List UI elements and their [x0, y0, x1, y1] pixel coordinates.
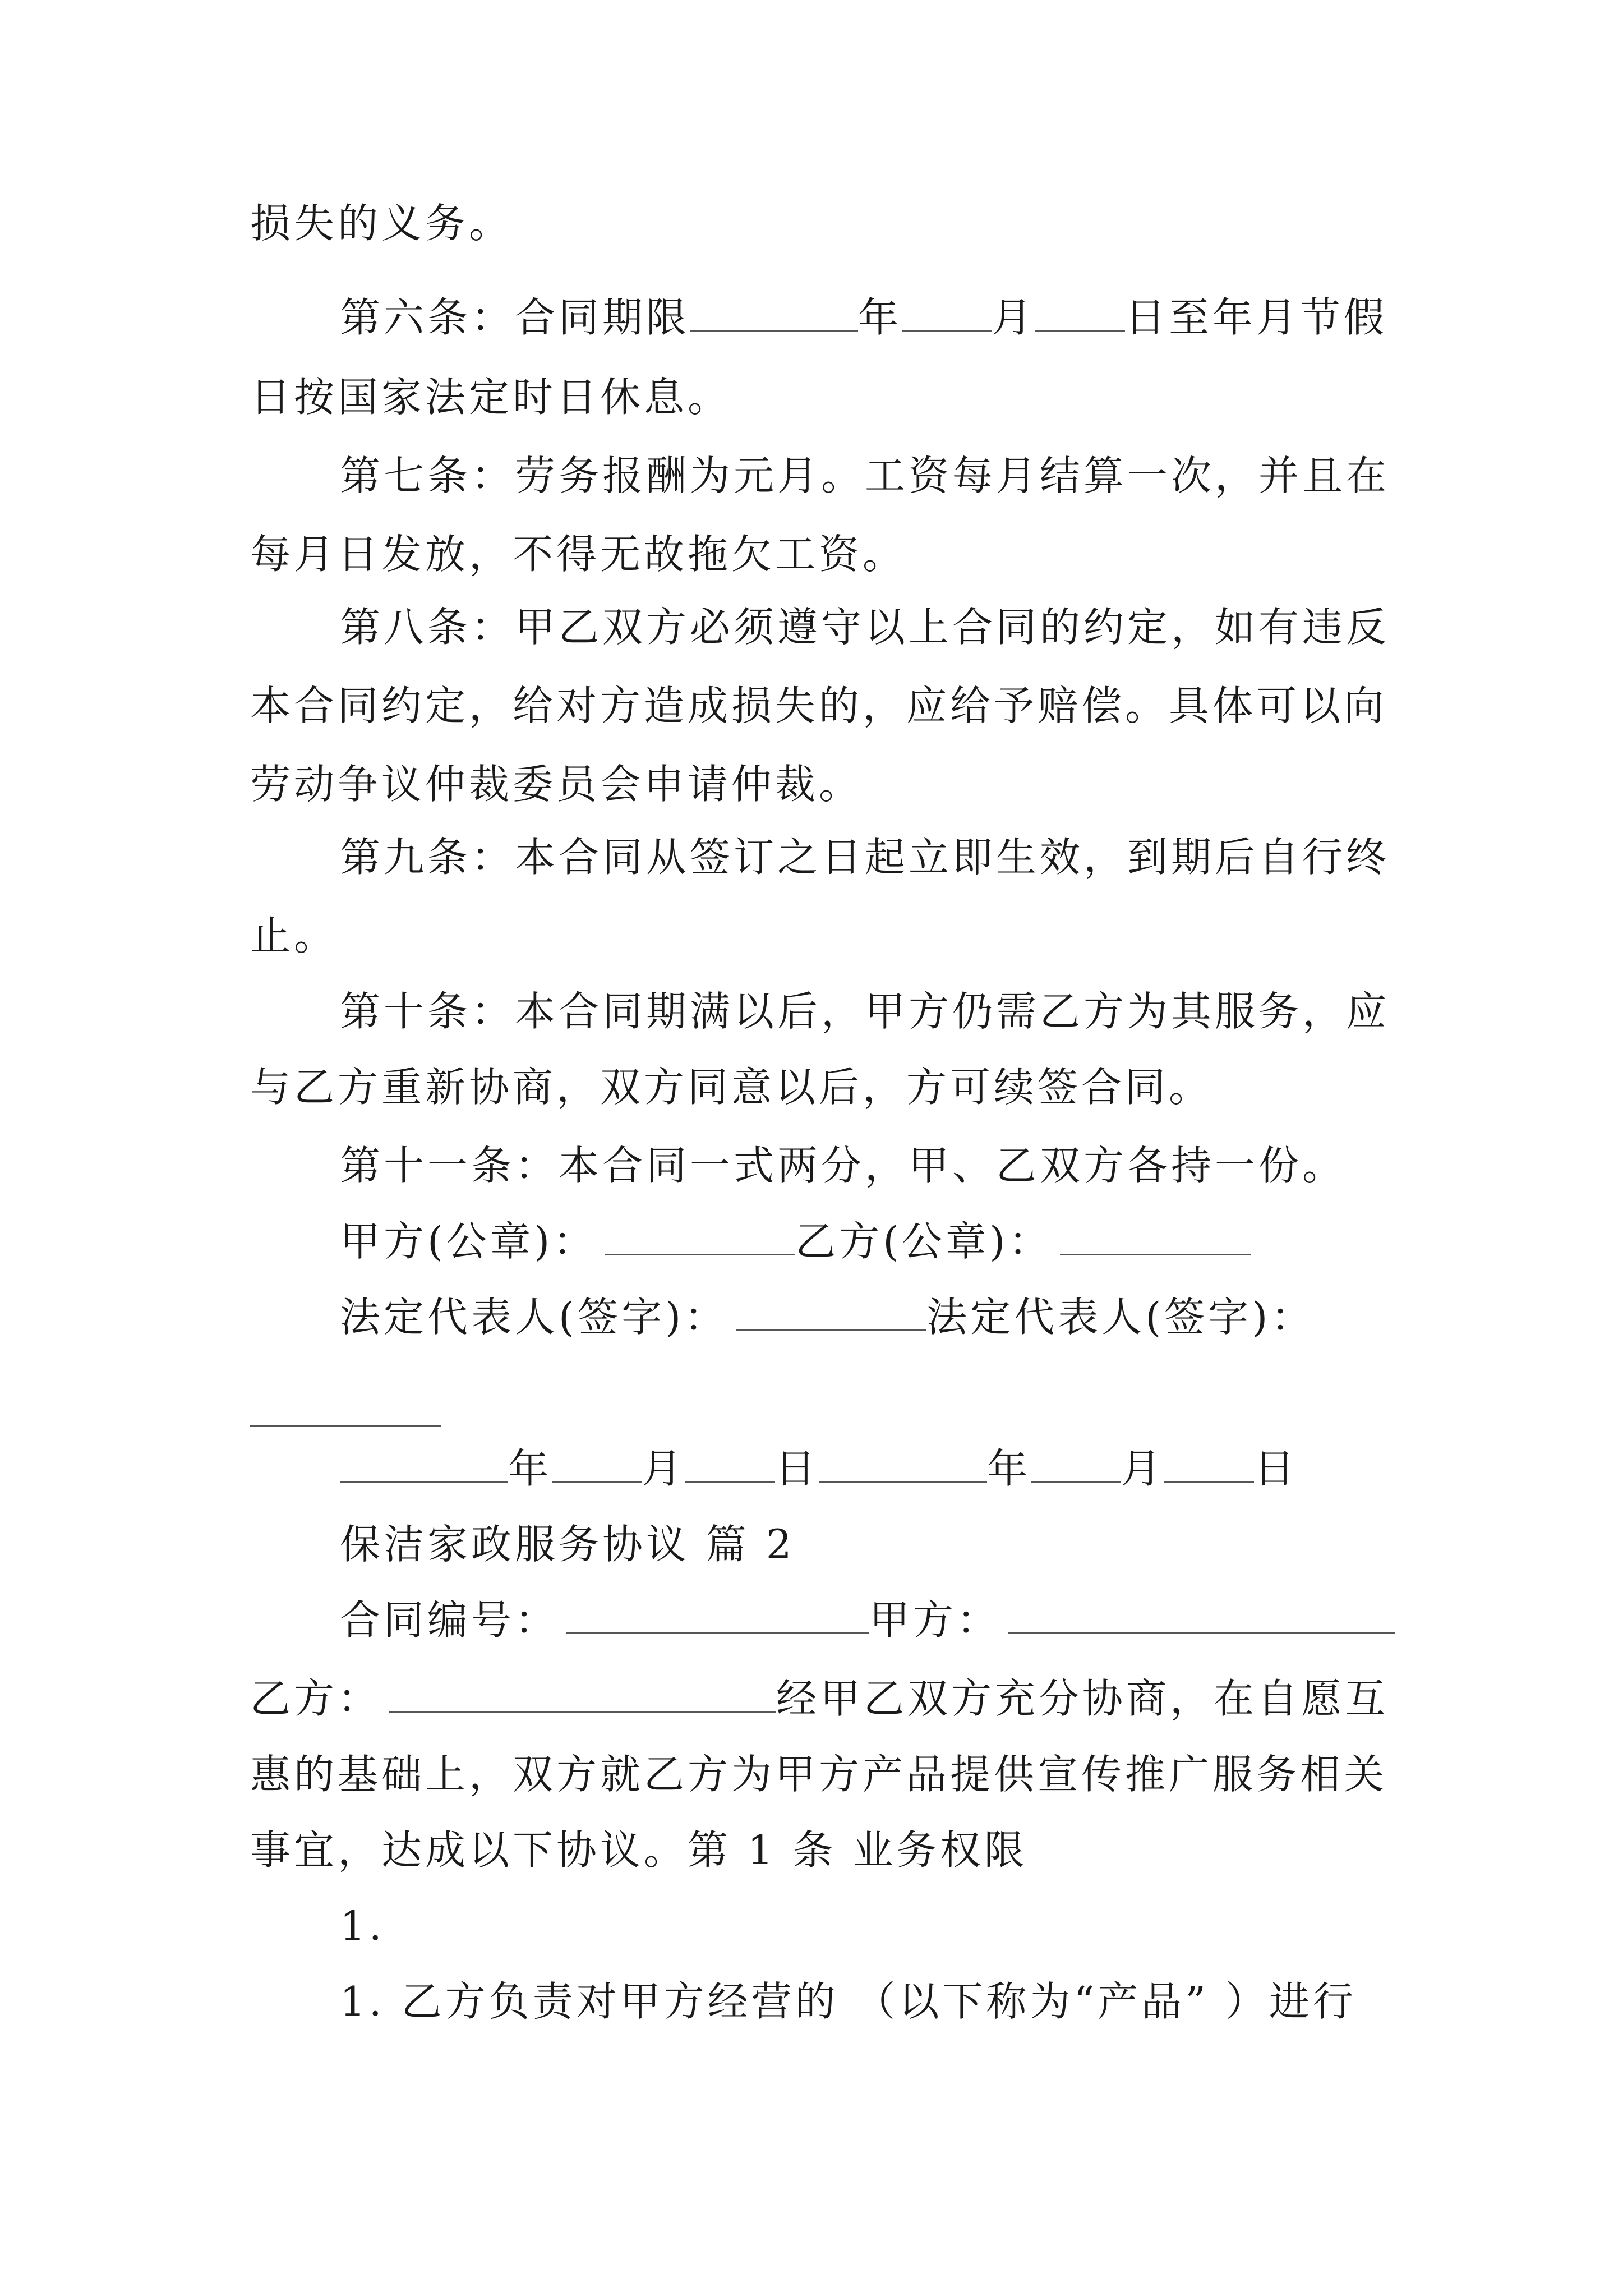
party-a-blank[interactable] [1008, 1595, 1395, 1634]
party-b-seal-blank[interactable] [1060, 1217, 1251, 1255]
year-label: 年 [987, 1445, 1031, 1492]
party-b-blank[interactable] [389, 1674, 776, 1713]
article-9-line: 第九条：本合同从签订之日起立即生效，到期后自行终 [340, 834, 1390, 881]
article-8-line: 第八条：甲乙双方必须遵守以上合同的约定，如有违反 [340, 604, 1390, 651]
list-item: 1. [340, 1902, 385, 1949]
month-label: 月 [1121, 1445, 1165, 1492]
party-b-label: 乙方： [250, 1675, 382, 1722]
date-line [340, 1442, 1387, 1496]
paragraph-line: 损失的义务。 [250, 200, 513, 247]
blank-day[interactable] [1035, 293, 1125, 332]
paragraph-line: 每月日发放，不得无故拖欠工资。 [250, 531, 907, 578]
blank-day[interactable] [685, 1444, 775, 1483]
party-a-seal-blank[interactable] [605, 1217, 795, 1255]
paragraph-line: 本合同约定，给对方造成损失的，应给予赔偿。具体可以向 [250, 682, 1388, 729]
day-label: 日 [775, 1445, 819, 1492]
article-10-line: 第十条：本合同期满以后，甲方仍需乙方为其服务，应 [340, 988, 1390, 1035]
blank-month[interactable] [552, 1444, 642, 1483]
party-b-seal-label: 乙方(公章)： [795, 1218, 1053, 1265]
month-label: 月 [992, 294, 1036, 341]
party-seal-line [340, 1214, 1387, 1268]
blank-month[interactable] [1031, 1444, 1121, 1483]
day-label: 日 [1254, 1445, 1298, 1492]
article-6-line [340, 291, 1387, 344]
party-a-seal-label: 甲方(公章)： [340, 1218, 597, 1265]
paragraph-line: 与乙方重新协商，双方同意以后，方可续签合同。 [250, 1064, 1213, 1111]
contract-number-line [340, 1593, 1387, 1647]
year-label: 年 [858, 294, 902, 341]
agreement-intro: 经甲乙双方充分协商，在自愿互 [776, 1675, 1389, 1722]
article-7-line: 第七条：劳务报酬为元月。工资每月结算一次，并且在 [340, 452, 1390, 499]
blank-year[interactable] [340, 1444, 508, 1483]
article-6-tail: 日至年月节假 [1125, 294, 1388, 341]
paragraph-line: 日按国家法定时日休息。 [250, 374, 732, 421]
paragraph-line: 劳动争议仲裁委员会申请仲裁。 [250, 761, 863, 808]
month-label: 月 [642, 1445, 686, 1492]
blank-year[interactable] [690, 293, 858, 332]
party-b-rep-blank[interactable] [250, 1425, 441, 1427]
article-6-text: 第六条：合同期限 [340, 294, 690, 341]
representative-line [340, 1290, 1387, 1344]
blank-year[interactable] [819, 1444, 987, 1483]
contract-number-label: 合同编号： [340, 1596, 559, 1644]
party-a-label: 甲方： [869, 1596, 1001, 1644]
paragraph-line: 事宜，达成以下协议。第 1 条 业务权限 [250, 1826, 1028, 1874]
party-b-rep-label: 法定代表人(签字)： [926, 1294, 1315, 1341]
blank-day[interactable] [1164, 1444, 1254, 1483]
list-item: 1. 乙方负责对甲方经营的 （以下称为“产品” ）进行 [340, 1978, 1357, 2025]
party-a-rep-label: 法定代表人(签字)： [340, 1294, 728, 1341]
section-title: 保洁家政服务协议 篇 2 [340, 1521, 795, 1568]
year-label: 年 [508, 1445, 552, 1492]
article-11-line: 第十一条：本合同一式两分，甲、乙双方各持一份。 [340, 1142, 1347, 1189]
party-b-line [250, 1672, 1387, 1726]
paragraph-line: 止。 [250, 912, 338, 959]
paragraph-line: 惠的基础上，双方就乙方为甲方产品提供宣传推广服务相关 [250, 1751, 1388, 1798]
contract-number-blank[interactable] [566, 1595, 869, 1634]
blank-month[interactable] [902, 293, 992, 332]
party-a-rep-blank[interactable] [736, 1292, 926, 1331]
